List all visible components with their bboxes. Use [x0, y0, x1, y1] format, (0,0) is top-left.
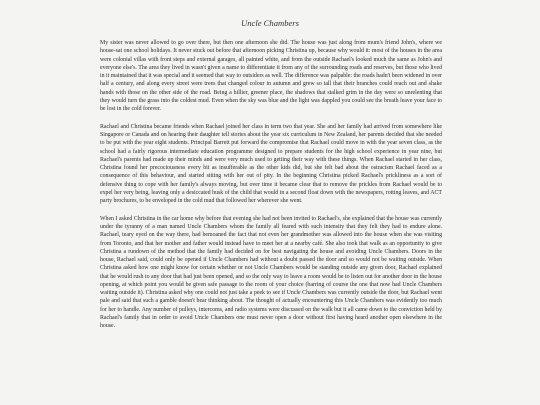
paragraph-1: My sister was never allowed to go over there, but then one afternoon she did. The house was just along from mum's friend John's, where we house-sat one school holidays. It never stuck out before that afternoon picking Christina up, because why would it: most of the houses in the area were colonial villas with front steps and external garages, all painted white, and from the outside Rachael's looked much the same as John's and everyone else's. The area they lived in wasn't given a name to differentiate it from any of the surrounding roads and reserves, but those who lived in it maintained that it was special and it seemed that way to outsiders as well. The difference was palpable: the roads hadn't been widened in over half a century, and along every street were trees that changed colour in autumn and grew so tall that their branches could reach out and shake hands with those on the other side of the road. Being a hillier, greener place, the shadows that stalked grim in the day were so unrelenting that they would turn the grass into the coldest mud. Even when the sky was blue and the light was dappled you could see the breath leave your face to be lost in the cold forever.	[100, 40, 442, 112]
paragraph-3: When I asked Christina in the car home why before that evening she had not been invited to Rachael's, she explained that the house was currently under the tyranny of a man named Uncle Chambers whom the family all feared with such intensity that they felt they had to endure alone. Rachael, teary eyed on the way there, had bemoaned the fact that not even her grandmother was allowed into the house when she was visiting from Toronto, and that her mother and father would instead have to meet her at a nearby café. She also took that walk as an opportunity to give Christina a rundown of the method that the family had decided on for best navigating the house and avoiding Uncle Chambers. Doors in the house, Rachael said, could only be opened if Uncle Chambers had without a doubt passed the door and so would not be waiting outside. When Christina asked how one might know for certain whether or not Uncle Chambers would be standing outside any given door, Rachael explained that he would rush to any door that had just been opened, and so the only way to leave a room would be to listen out for another door in the house opening, at which point you would be given safe passage to the room of your choice (barring of course the one that now had Uncle Chambers waiting outside it). Christina asked why one could not just take a peek to see if Uncle Chambers was currently outside the door, but Rachael went pale and said that such a gamble doesn't bear thinking about. The thought of actually encountering this Uncle Chambers was evidently too much for her to handle. Any number of pulleys, intercoms, and radio systems were discussed on the walk but it all came down to the conviction held by Rachael's family that in order to avoid Uncle Chambers one must never open a door without first having heard another open elsewhere in the house.	[100, 215, 442, 329]
paragraph-2: Rachael and Christina became friends when Rachael joined her class in term two that year. She and her family had arrived from somewhere like Singapore or Canada and on hearing their daughter tell stories about the year six curriculum in New Zealand, her parents decided that she needed to be put with the year eight students. Principal Barrett put forward the compromise that Rachael could move in with the year seven class, as the school had a fairly rigorous intermediate education programme designed to prepare students for the high school experience in year nine, but Rachael's parents had made up their minds and were very much used to getting their way with these things. When Rachael started in her class, Christina found her precociousness every bit as insufferable as the other kids did, but she felt bad about the ostracism Rachael faced as a consequence of this behaviour, and started sitting with her out of pity. In the beginning Christina picked Rachael's prickliness as a sort of defensive thing to cope with her family's always moving, but over time it became clear that to remove the prickles from Rachael would be to expel her very being, leaving only a desiccated husk of the child that would in a second float down with the newspapers, rotting leaves, and ACT party brochures, to be enveloped in the cold mud that followed her wherever she went.	[100, 123, 442, 204]
document-title: Uncle Chambers	[241, 18, 299, 28]
document-body	[100, 39, 442, 340]
